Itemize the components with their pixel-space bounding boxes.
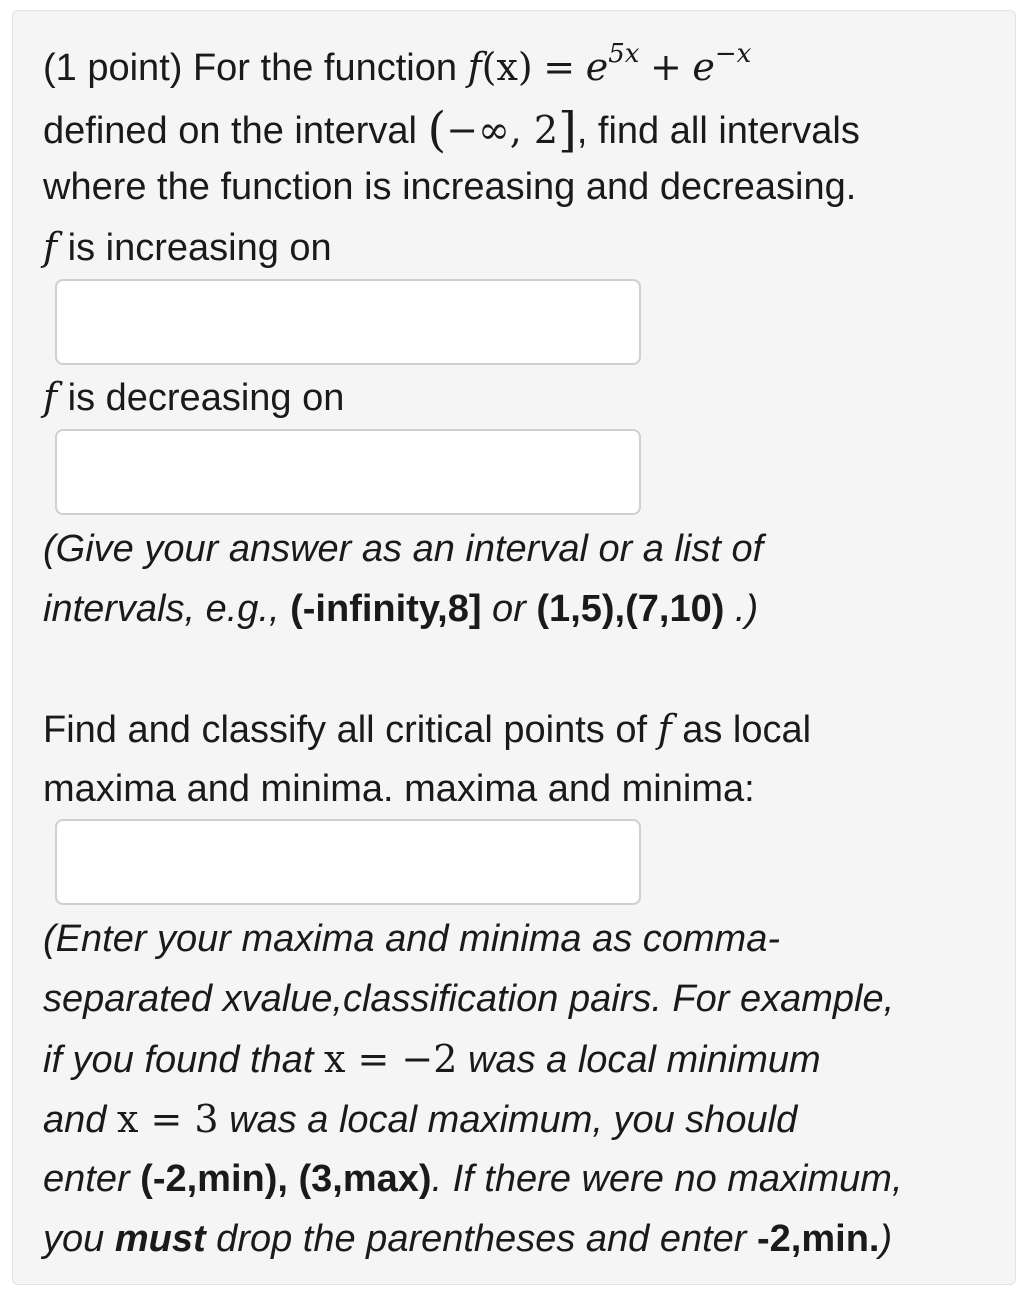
domain-close-bracket: ]: [558, 102, 577, 158]
critical-hint-3-suffix: was a local minimum: [457, 1039, 821, 1081]
domain-prefix: defined on the interval: [43, 110, 417, 152]
critical-hint-line-1: [43, 909, 993, 969]
critical-text-suffix: as local: [671, 709, 812, 751]
increasing-label-text: is increasing on: [57, 227, 332, 269]
interval-example-1: (-infinity,8]: [290, 588, 482, 630]
problem-text-line-3: where the function is increasing and decreasing.: [43, 166, 857, 208]
decreasing-answer-input[interactable]: [55, 429, 641, 515]
critical-example-1: (-2,min), (3,max): [140, 1158, 432, 1200]
critical-hint-4-prefix: and: [43, 1099, 117, 1141]
problem-card: [12, 10, 1016, 1285]
decreasing-label: [43, 367, 993, 428]
critical-hint-3-prefix: if you found that: [43, 1039, 324, 1081]
problem-statement-line-2: [43, 97, 993, 161]
critical-hint-4-suffix: was a local maximum, you should: [218, 1099, 798, 1141]
critical-points-line-1: [43, 699, 993, 760]
critical-hint-4-math: x = 3: [116, 1097, 219, 1141]
critical-hint-5-suffix: . If there were no maximum,: [431, 1158, 903, 1200]
domain-open-paren: (: [427, 102, 447, 158]
interval-hint-prefix: intervals, e.g.,: [43, 588, 291, 630]
interval-hint-line-2: [43, 579, 993, 639]
critical-points-answer-input[interactable]: [55, 819, 641, 905]
decreasing-f-symbol: f: [43, 375, 58, 419]
critical-f-symbol: f: [657, 707, 672, 751]
critical-hint-line-4: [43, 1089, 993, 1150]
increasing-f-symbol: f: [43, 225, 58, 269]
domain-value: −∞, 2: [446, 108, 559, 152]
critical-points-line-2: [43, 759, 993, 819]
exponent-2: −x: [714, 39, 752, 69]
intro-text: (1 point) For the function: [43, 47, 457, 89]
decreasing-label-text: is decreasing on: [57, 377, 345, 419]
critical-hint-6-prefix: you: [43, 1218, 115, 1260]
function-arg: (x): [481, 45, 533, 89]
critical-hint-3-math: x = −2: [323, 1037, 458, 1081]
critical-hint-6-suffix: ): [879, 1218, 893, 1260]
equals-sign: =: [543, 45, 576, 89]
problem-statement-line-3: [43, 157, 993, 217]
exp-base-2: e: [692, 45, 715, 89]
exponent-1: 5x: [608, 39, 640, 69]
domain-suffix: , find all intervals: [576, 110, 860, 152]
critical-hint-must: must: [114, 1218, 206, 1260]
increasing-answer-input[interactable]: [55, 279, 641, 365]
critical-text-prefix: Find and classify all critical points of: [43, 709, 658, 751]
interval-hint-suffix: .): [724, 588, 759, 630]
exp-base-1: e: [585, 45, 609, 89]
critical-hint-line-6: [43, 1209, 993, 1269]
interval-hint-line-1: [43, 519, 993, 579]
interval-hint-or: or: [481, 588, 537, 630]
critical-hint-text-1: (Enter your maxima and minima as comma-: [43, 918, 780, 960]
critical-text-line-2: maxima and minima. maxima and minima:: [43, 768, 755, 810]
function-name: f: [467, 45, 482, 89]
critical-hint-line-3: [43, 1029, 993, 1090]
increasing-label: [43, 217, 993, 278]
critical-example-2: -2,min.: [757, 1218, 880, 1260]
critical-hint-line-2: [43, 969, 993, 1029]
critical-hint-6-mid: drop the parentheses and enter: [205, 1218, 758, 1260]
plus-sign: +: [649, 45, 682, 89]
critical-hint-line-5: [43, 1149, 993, 1209]
critical-hint-text-2: separated xvalue,classification pairs. For example,: [43, 978, 895, 1020]
interval-example-2: (1,5),(7,10): [536, 588, 725, 630]
interval-hint-text-1: (Give your answer as an interval or a list of: [43, 528, 764, 570]
critical-hint-5-prefix: enter: [43, 1158, 141, 1200]
problem-statement-line-1: [43, 37, 993, 102]
